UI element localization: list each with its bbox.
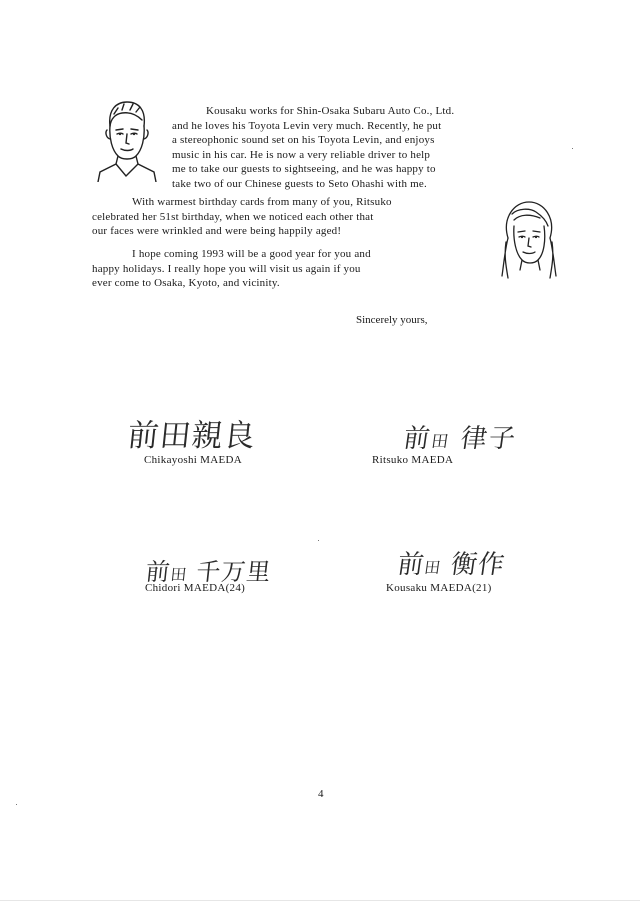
signature-name: Chidori MAEDA(24) [145,582,246,594]
signature-chidori [145,582,245,594]
signature-chidori-handwritten: 前田 千万里 [144,558,273,586]
paragraph-closing-wish [92,247,480,291]
text-line: happy holidays. I really hope you will visit us again if you [92,262,361,275]
signature-ritsuko-handwritten: 前田 律子 [401,424,520,454]
scan-edge [0,900,640,901]
text-line: me to take our guests to sightseeing, and he was happy to [172,163,436,175]
text-line: take two of our Chinese guests to Seto Ohashi with me. [172,177,427,190]
text-line: our faces were wrinkled and were being happily aged! [92,225,342,237]
page-number: 4 [318,788,324,800]
text-line: a stereophonic sound set on his Toyota Levin, and enjoys [172,134,435,146]
text-line: and he loves his Toyota Levin very much. Recently, he put [172,119,442,132]
signature-kousaku-handwritten: 前田 衡作 [395,550,508,580]
signature-kousaku [386,582,492,594]
text-line: celebrated her 51st birthday, when we noticed each other that [92,210,374,223]
signature-name: Kousaku MAEDA(21) [386,582,492,594]
text-line: With warmest birthday cards from many of you, Ritsuko [132,196,392,208]
signature-name: Ritsuko MAEDA [372,454,454,466]
kousaku-portrait-illustration [96,96,158,182]
text-line: ever come to Osaka, Kyoto, and vicinity. [92,277,280,289]
signature-chikayoshi [144,454,242,466]
closing-salutation: Sincerely yours, [356,314,428,326]
scan-speck [318,540,319,541]
scan-speck [572,148,573,149]
text-line: music in his car. He is now a very reliable driver to help [172,148,431,161]
text-line: I hope coming 1993 will be a good year for you and [132,248,371,260]
paragraph-ritsuko [92,195,480,239]
scan-speck [16,804,17,805]
ritsuko-portrait-illustration [496,198,562,280]
signature-ritsuko [372,454,453,466]
text-line: Kousaku works for Shin-Osaka Subaru Auto Co., Ltd. [206,105,455,117]
signature-name: Chikayoshi MAEDA [144,454,242,466]
signature-chikayoshi-handwritten: 前田親良 [125,418,258,454]
paragraph-kousaku [172,104,558,191]
